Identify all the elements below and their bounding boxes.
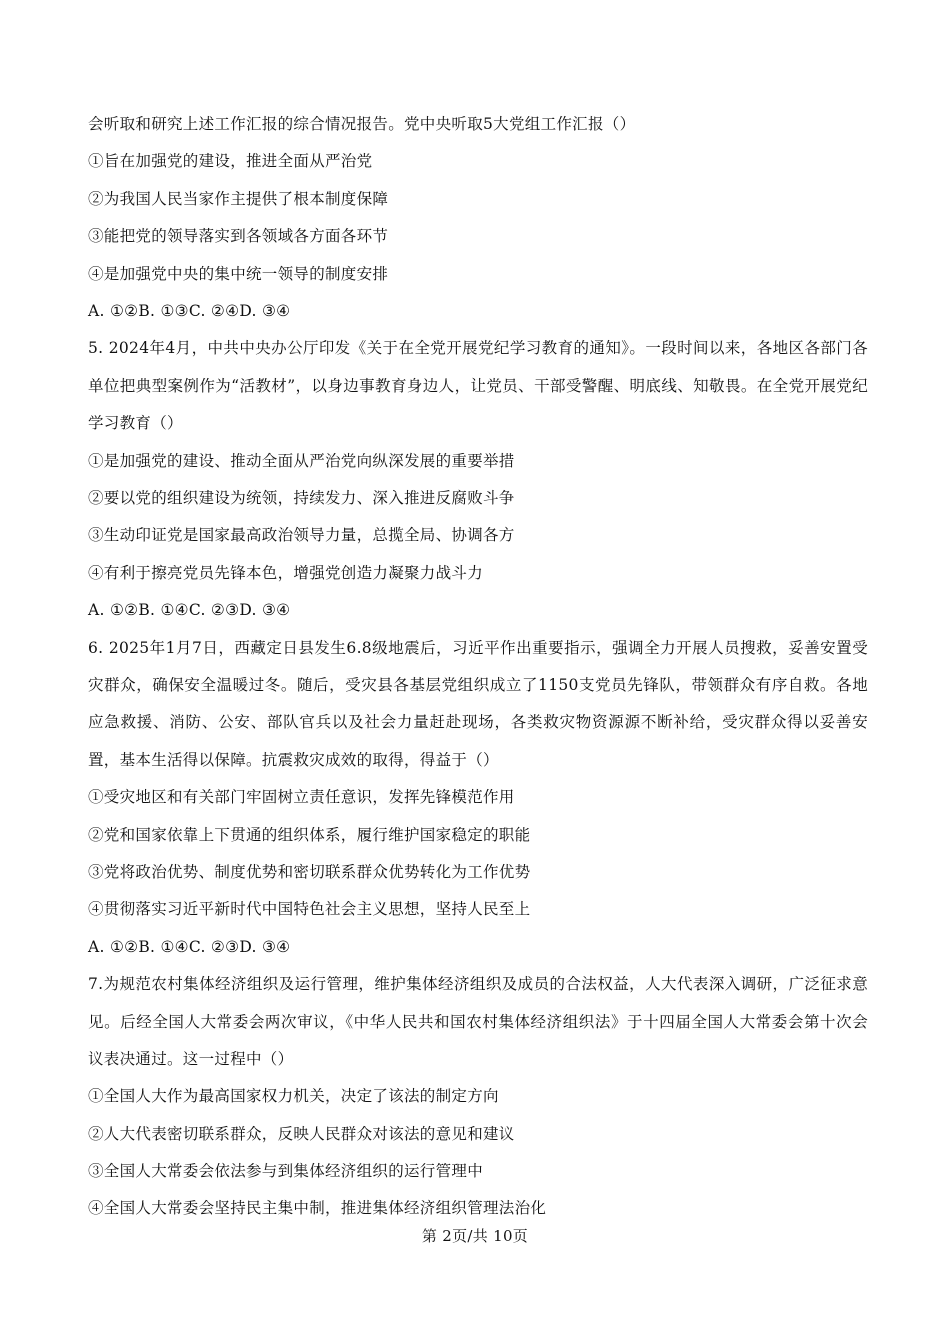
q4-option-4: ④是加强党中央的集中统一领导的制度安排 (88, 264, 389, 283)
q6-option-1: ①受灾地区和有关部门牢固树立责任意识，发挥先锋模范作用 (88, 788, 515, 807)
q7-option-3: ③全国人大常委会依法参与到集体经济组织的运行管理中 (88, 1162, 484, 1181)
q5-choices: A. ①②B. ①④C. ②③D. ③④ (88, 601, 291, 620)
q4-choices: A. ①②B. ①③C. ②④D. ③④ (88, 301, 291, 320)
q7-option-2: ②人大代表密切联系群众，反映人民群众对该法的意见和建议 (88, 1124, 515, 1143)
question-7-stem: 7.为规范农村集体经济组织及运行管理，维护集体经济组织及成员的合法权益，人大代表深入调研，广泛征求意见。后经全国人大常委会两次审议，《中华人民共和国农村集体经济组织法》于十四届全国人大常委会第十次会议表决通过。这一过程中（） (88, 975, 868, 1068)
q6-choices: A. ①②B. ①④C. ②③D. ③④ (88, 937, 291, 956)
q4-option-3: ③能把党的领导落实到各领域各方面各环节 (88, 227, 389, 246)
question-5-stem: 5. 2024年4月，中共中央办公厅印发《关于在全党开展党纪学习教育的通知》。一段时间以来，各地区各部门各单位把典型案例作为“活教材”，以身边事教育身边人，让党员、干部受警醒、明底线、知敬畏。在全党开展党纪学习教育（） (88, 339, 868, 433)
q5-option-4: ④有利于擦亮党员先锋本色，增强党创造力凝聚力战斗力 (88, 563, 484, 582)
page-footer: 第 2页/共 10页 (421, 1227, 529, 1245)
q5-option-2: ②要以党的组织建设为统领，持续发力、深入推进反腐败斗争 (88, 488, 515, 507)
q4-option-2: ②为我国人民当家作主提供了根本制度保障 (88, 189, 389, 208)
q6-option-2: ②党和国家依靠上下贯通的组织体系，履行维护国家稳定的职能 (88, 825, 531, 844)
q5-option-3: ③生动印证党是国家最高政治领导力量，总揽全局、协调各方 (88, 526, 515, 545)
question-4-stem-tail: 会听取和研究上述工作汇报的综合情况报告。党中央听取5大党组工作汇报（） (88, 115, 636, 133)
q7-option-4: ④全国人大常委会坚持民主集中制，推进集体经济组织管理法治化 (88, 1199, 547, 1218)
q7-option-1: ①全国人大作为最高国家权力机关，决定了该法的制定方向 (88, 1087, 499, 1106)
page-content (88, 106, 868, 1228)
q6-option-4: ④贯彻落实习近平新时代中国特色社会主义思想，坚持人民至上 (88, 900, 531, 919)
question-6-stem: 6. 2025年1月7日，西藏定日县发生6.8级地震后，习近平作出重要指示，强调全力开展人员搜救，妥善安置受灾群众，确保安全温暖过冬。随后，受灾县各基层党组织成立了1150支党员先锋队，带领群众有序自救。各地应急救援、消防、公安、部队官兵以及社会力量赶赴现场，各类救灾物资源源不断补给，受灾群众得以妥善安置，基本生活得以保障。抗震救灾成效的取得，得益于（） (88, 638, 868, 769)
q5-option-1: ①是加强党的建设、推动全面从严治党向纵深发展的重要举措 (88, 451, 515, 470)
q4-option-1: ①旨在加强党的建设，推进全面从严治党 (88, 152, 373, 171)
q6-option-3: ③党将政治优势、制度优势和密切联系群众优势转化为工作优势 (88, 862, 531, 881)
